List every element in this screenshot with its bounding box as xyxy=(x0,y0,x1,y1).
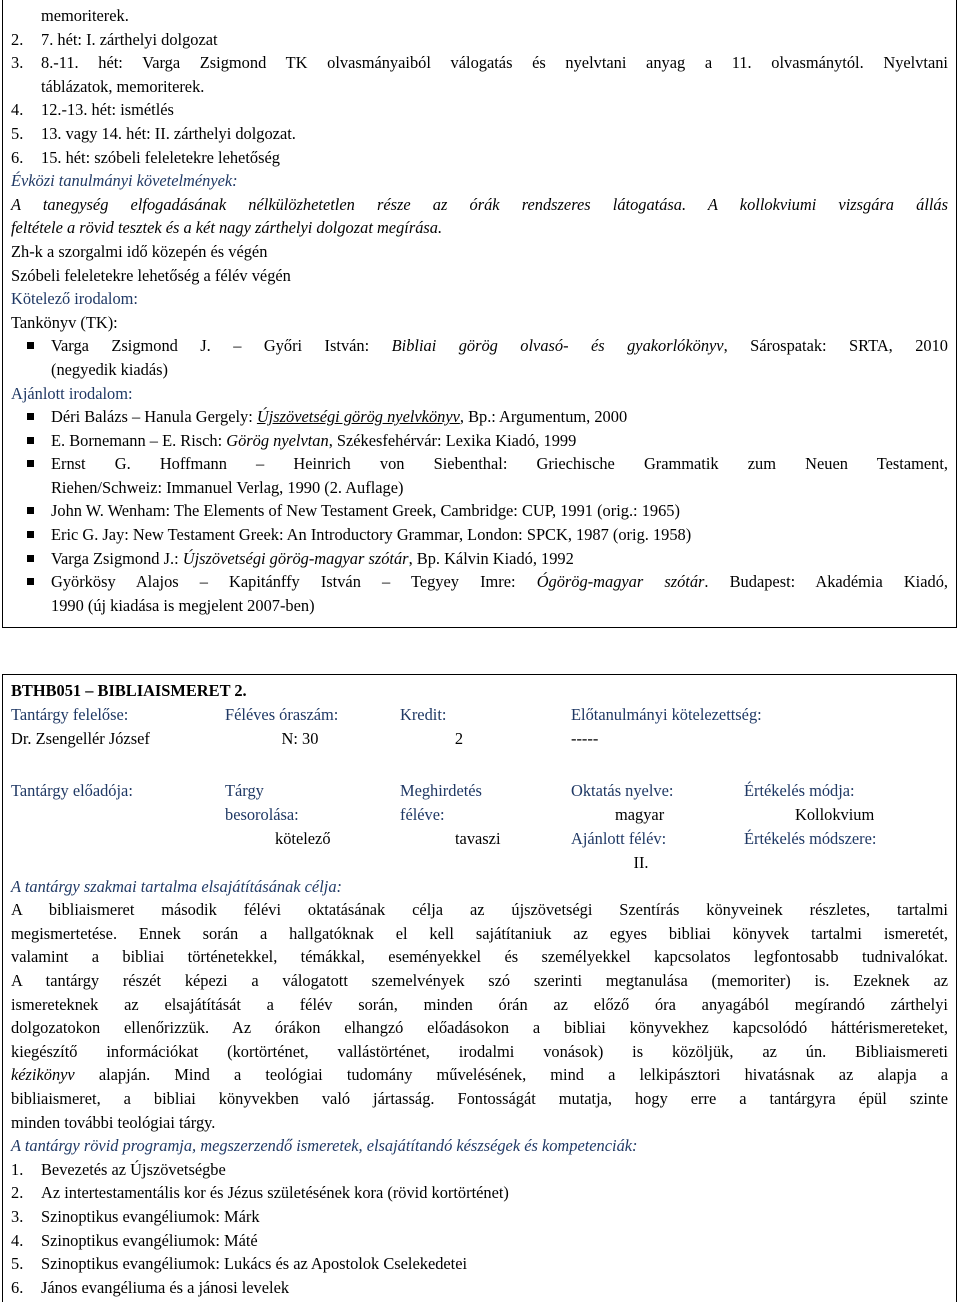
literature-author: Varga Zsigmond J. – Győri István: xyxy=(51,336,392,356)
literature-publisher: , Székesfehérvár: Lexika Kiadó, 1999 xyxy=(328,430,577,450)
lecturer-label: Tantárgy előadója: xyxy=(11,780,133,800)
classification-label-1: Tárgy xyxy=(225,780,264,800)
bullet-icon xyxy=(27,531,34,538)
list-item xyxy=(11,28,948,52)
list-number: 6. xyxy=(11,147,24,167)
program-item xyxy=(11,1276,948,1300)
list-text: 15. hét: szóbeli feleletekre lehetőség xyxy=(41,147,280,167)
program-text: Szinoptikus evangéliumok: Márk xyxy=(41,1206,260,1226)
literature-title: Bibliai görög olvasó- és gyakorlókönyv xyxy=(391,336,724,356)
mandatory-literature-heading: Kötelező irodalom: xyxy=(11,289,138,309)
program-number: 2. xyxy=(11,1183,24,1203)
recommended-literature-item xyxy=(11,429,948,453)
goal-line xyxy=(11,1063,948,1087)
literature-publisher: , Bp.: Argumentum, 2000 xyxy=(459,407,628,427)
bullet-icon xyxy=(27,342,34,349)
bullet-icon xyxy=(27,578,34,585)
literature-author: Györkösy Alajos – Kapitánffy István – Tegyey Imre: xyxy=(51,572,537,592)
program-number: 3. xyxy=(11,1206,24,1226)
mandatory-literature-item xyxy=(11,334,948,381)
textbook-label: Tankönyv (TK): xyxy=(11,312,118,332)
literature-author: E. Bornemann – E. Risch: xyxy=(51,430,227,450)
list-text: 13. vagy 14. hét: II. zárthelyi dolgozat. xyxy=(41,123,296,143)
classification-label-2: besorolása: xyxy=(225,804,299,824)
bullet-icon xyxy=(27,437,34,444)
hours-label: Féléves óraszám: xyxy=(225,704,339,724)
list-item xyxy=(11,122,948,146)
goal-line: kiegészítő információkat (kortörténet, vallástörténet, irodalmi vonások) is közöljük, az ún. Bibliaismereti xyxy=(11,1041,948,1061)
literature-entry: Eric G. Jay: New Testament Greek: An Introductory Grammar, London: SPCK, 1987 (orig. 1958) xyxy=(51,525,692,545)
program-item xyxy=(11,1158,948,1182)
language-value: magyar xyxy=(615,804,665,824)
program-item xyxy=(11,1181,948,1205)
list-item xyxy=(11,146,948,170)
list-number: 2. xyxy=(11,29,24,49)
literature-title: Újszövetségi görög-magyar szótár xyxy=(182,548,409,568)
recommended-literature-item xyxy=(11,405,948,429)
recommended-literature-item xyxy=(11,452,948,499)
literature-entry-continued: 1990 (új kiadása is megjelent 2007-ben) xyxy=(51,595,315,615)
requirements-text: A tanegység elfogadásának nélkülözhetetlen része az órák rendszeres látogatása. A kollokviumi vizsgára állás xyxy=(11,194,948,214)
program-number: 5. xyxy=(11,1254,24,1274)
semester-value: tavaszi xyxy=(455,828,501,848)
list-number: 5. xyxy=(11,123,24,143)
list-number: 4. xyxy=(11,100,24,120)
goal-line: valamint a bibliai történetekkel, témákkal, eseményekkel és személyekkel kapcsolatos legfontosabb tudnivalókat. xyxy=(11,947,948,967)
credit-label: Kredit: xyxy=(400,704,447,724)
hours-value: N: 30 xyxy=(281,728,319,748)
literature-entry-continued: Riehen/Schweiz: Immanuel Verlag, 1990 (2. Auflage) xyxy=(51,477,404,497)
program-number: 4. xyxy=(11,1230,24,1250)
list-text: 12.-13. hét: ismétlés xyxy=(41,100,174,120)
literature-edition: (negyedik kiadás) xyxy=(51,359,168,379)
bullet-icon xyxy=(27,507,34,514)
prerequisite-label: Előtanulmányi kötelezettség: xyxy=(571,704,762,724)
literature-author: Varga Zsigmond J.: xyxy=(51,548,183,568)
program-text: Szinoptikus evangéliumok: Máté xyxy=(41,1230,258,1250)
assessment-method-label: Értékelés módszere: xyxy=(744,828,877,848)
prerequisite-value: ----- xyxy=(571,728,599,748)
assessment-type-value: Kollokvium xyxy=(795,804,875,824)
recommended-literature-item xyxy=(11,499,948,523)
list-number: 3. xyxy=(11,53,24,73)
credit-value: 2 xyxy=(454,728,464,748)
responsible-label: Tantárgy felelőse: xyxy=(11,704,129,724)
literature-publisher: , Bp. Kálvin Kiadó, 1992 xyxy=(408,548,574,568)
program-item xyxy=(11,1205,948,1229)
bullet-icon xyxy=(27,460,34,467)
course-info-row xyxy=(11,703,948,753)
program-text: Szinoptikus evangéliumok: Lukács és az Apostolok Cselekedetei xyxy=(41,1254,468,1274)
recommended-semester-label: Ajánlott félév: xyxy=(571,828,667,848)
requirements-text-continued: feltétele a rövid tesztek és a két nagy zárthelyi dolgozat megírása. xyxy=(11,218,443,238)
literature-publisher: . Budapest: Akadémia Kiadó, xyxy=(704,572,948,592)
literature-title: Újszövetségi görög nyelvkönyv xyxy=(256,407,460,427)
goal-line: minden további teológiai tárgy. xyxy=(11,1112,216,1132)
recommended-literature-item xyxy=(11,523,948,547)
list-item xyxy=(11,51,948,98)
course-details-row xyxy=(11,779,948,872)
zh-text: Zh-k a szorgalmi idő közepén és végén xyxy=(11,241,268,261)
goal-line: megismertetése. Ennek során a hallgatóknak el kell sajátítaniuk az egyes bibliai könyvek tartalmi ismeretét, xyxy=(11,923,948,943)
goal-line: ismereteknek az elsajátítását a félév során, minden órán az előző óra anyagából megírandó zárthelyi xyxy=(11,994,948,1014)
program-text: János evangéliuma és a jánosi levelek xyxy=(41,1277,290,1297)
literature-entry: John W. Wenham: The Elements of New Testament Greek, Cambridge: CUP, 1991 (orig.: 1965) xyxy=(51,501,680,521)
list-continuation: memoriterek. xyxy=(41,6,129,25)
literature-publisher: , Sárospatak: SRTA, 2010 xyxy=(723,336,948,356)
language-label: Oktatás nyelve: xyxy=(571,780,674,800)
program-item xyxy=(11,1252,948,1276)
recommended-semester-value: II. xyxy=(633,852,649,872)
goal-italic: kézikönyv xyxy=(11,1065,75,1085)
course-section xyxy=(2,674,957,1302)
program-text: Az intertestamentális kor és Jézus születésének kora (rövid kortörténet) xyxy=(41,1183,509,1203)
bullet-icon xyxy=(27,555,34,562)
program-text: Bevezetés az Újszövetségbe xyxy=(41,1159,226,1179)
literature-title: Ógörög-magyar szótár xyxy=(536,572,705,592)
recommended-literature-item xyxy=(11,570,948,617)
goal-line: A bibliaismeret második félévi oktatásának célja az újszövetségi Szentírás könyveinek részletes, tartalmi xyxy=(11,900,948,920)
bullet-icon xyxy=(27,413,34,420)
goal-rest: alapján. Mind a teológiai tudomány művelésének, mind a lelkipásztori hivatásnak az alapja a xyxy=(74,1065,948,1085)
program-heading: A tantárgy rövid programja, megszerzendő ismeretek, elsajátítandó készségek és kompetenciák: xyxy=(11,1136,638,1156)
previous-course-section xyxy=(2,0,957,628)
goal-line: A tantárgy részét képezi a válogatott szemelvények szó szerinti megtanulása (memoriter) is. Ezeknek az xyxy=(11,970,948,990)
goal-line: dolgozatokon ellenőrizzük. Az órákon elhangzó előadásokon a bibliai könyvekhez kapcsolódó háttérismereteket, xyxy=(11,1018,948,1038)
classification-value: kötelező xyxy=(275,828,331,848)
literature-title: Görög nyelvtan xyxy=(226,430,329,450)
requirements-heading: Évközi tanulmányi követelmények: xyxy=(11,171,238,191)
program-item xyxy=(11,1229,948,1253)
semester-label-1: Meghirdetés xyxy=(400,780,482,800)
program-number: 1. xyxy=(11,1159,24,1179)
program-number: 6. xyxy=(11,1277,24,1297)
oral-text: Szóbeli feleletekre lehetőség a félév végén xyxy=(11,265,291,285)
recommended-literature-heading: Ajánlott irodalom: xyxy=(11,383,133,403)
list-text-continued: táblázatok, memoriterek. xyxy=(41,76,205,96)
list-text: 7. hét: I. zárthelyi dolgozat xyxy=(41,29,218,49)
assessment-type-label: Értékelés módja: xyxy=(744,780,855,800)
literature-entry: Ernst G. Hoffmann – Heinrich von Siebenthal: Griechische Grammatik zum Neuen Testament, xyxy=(51,454,948,474)
list-text: 8.-11. hét: Varga Zsigmond TK olvasmányaiból válogatás és nyelvtani anyag a 11. olvasmánytól. Nyelvtani xyxy=(41,53,948,73)
course-title: BTHB051 – BIBLIAISMERET 2. xyxy=(11,681,247,700)
goal-heading: A tantárgy szakmai tartalma elsajátításának célja: xyxy=(11,876,342,896)
semester-label-2: féléve: xyxy=(400,804,445,824)
responsible-value: Dr. Zsengellér József xyxy=(11,728,150,748)
goal-line: bibliaismeret, a bibliai könyvekben való jártasság. Fontosságát mutatja, hogy erre a tantárgyra épül szinte xyxy=(11,1088,948,1108)
recommended-literature-item xyxy=(11,547,948,571)
list-item xyxy=(11,98,948,122)
literature-author: Déri Balázs – Hanula Gergely: xyxy=(51,407,257,427)
